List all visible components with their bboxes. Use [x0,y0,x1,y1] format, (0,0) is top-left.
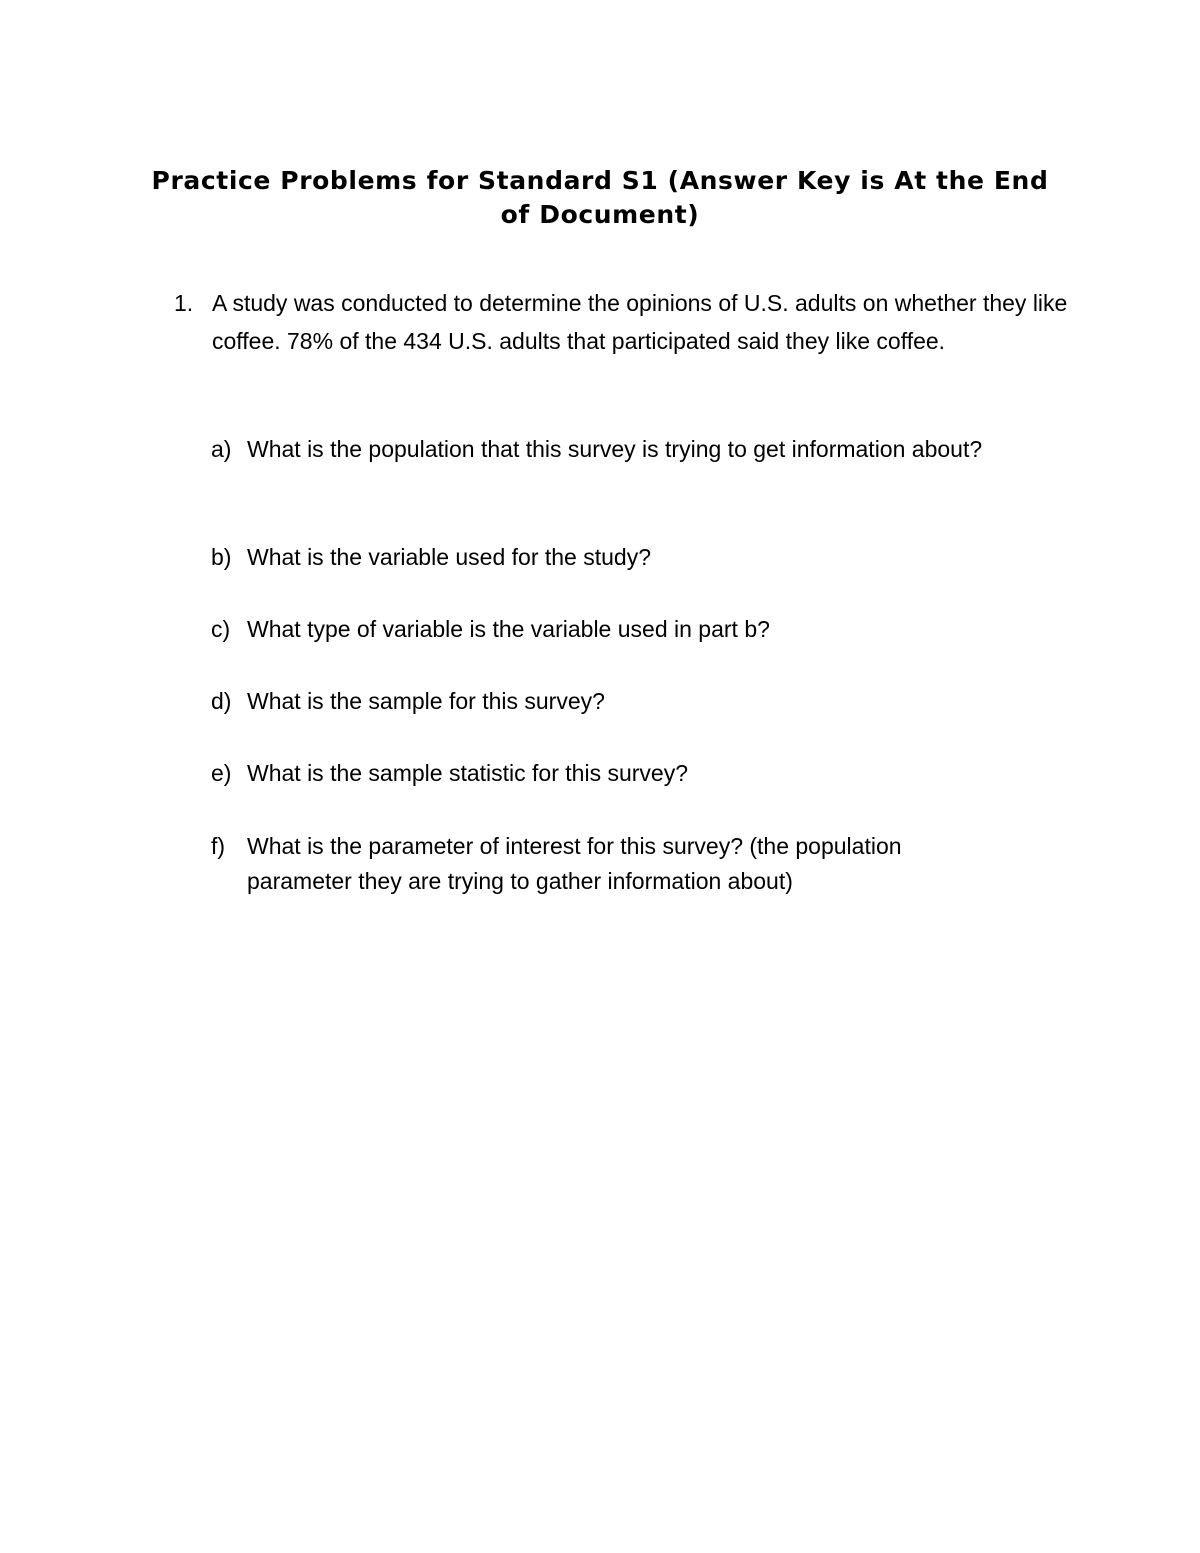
question-text: What is the variable used for the study? [247,544,651,570]
question-text: What is the sample for this survey? [247,688,605,714]
question-text: What is the parameter of interest for this survey? (the population parameter they are trying to gather information about) [247,833,902,894]
document-title: Practice Problems for Standard S1 (Answer Key is At the End of Document) [151,166,1049,229]
question-label: a) [211,436,232,462]
question-text: What type of variable is the variable used in part b? [247,616,770,642]
question-label: e) [211,760,232,786]
question-label: f) [211,833,226,859]
problem-text: A study was conducted to determine the opinions of U.S. adults on whether they like coffee. 78% of the 434 U.S. adults that participated said they like coffee. [212,290,1068,354]
question-label: c) [211,616,231,642]
problem-number: 1. [174,290,194,316]
question-label: b) [211,544,232,570]
question-text: What is the population that this survey is trying to get information about? [247,436,983,462]
question-text: What is the sample statistic for this survey? [247,760,688,786]
question-label: d) [211,688,232,714]
